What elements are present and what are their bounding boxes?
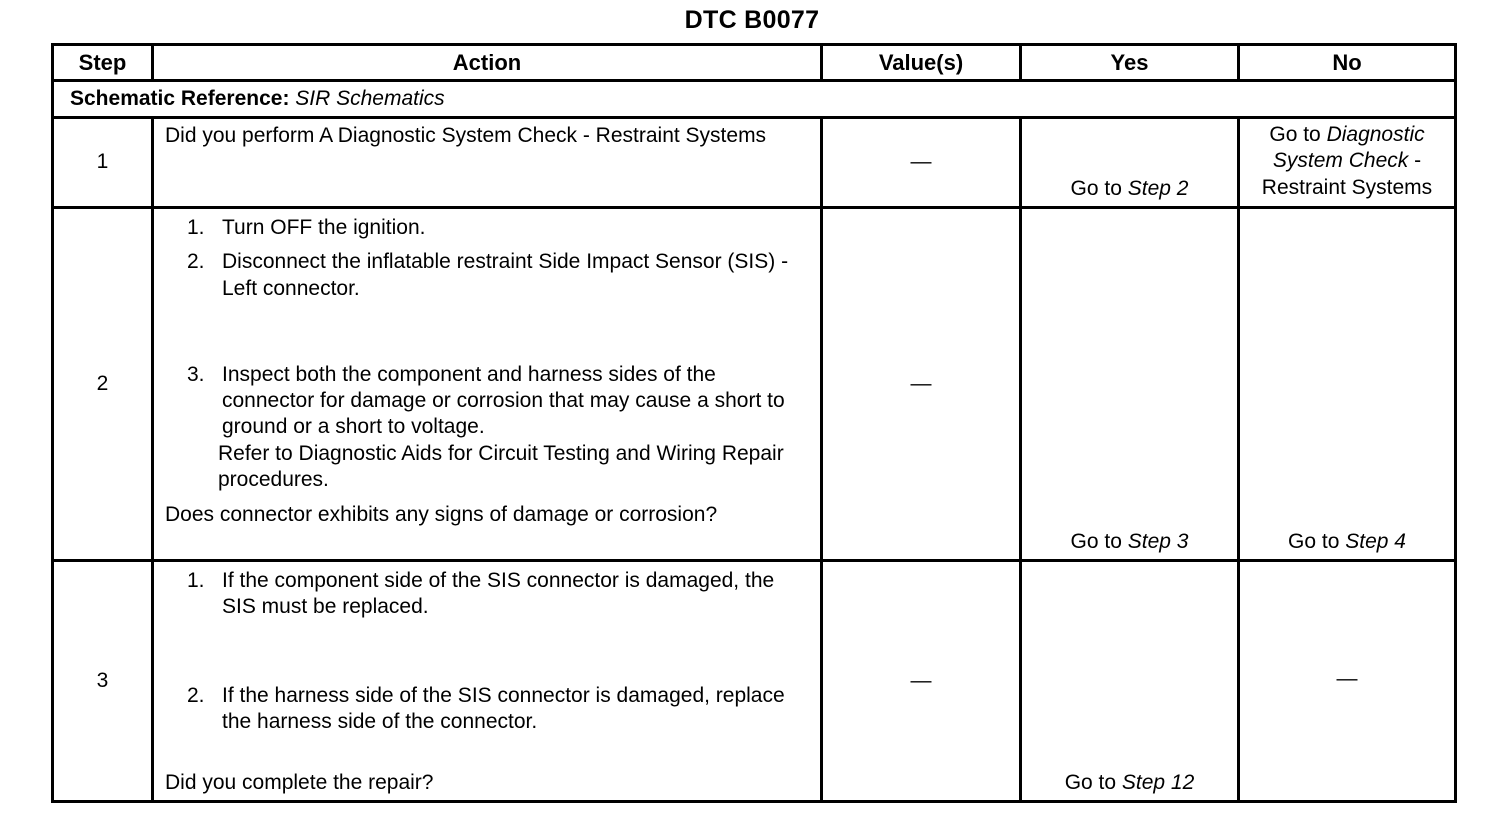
table-row — [53, 118, 1456, 208]
list-item-number: 2. — [187, 250, 205, 274]
reference-note: Refer to Diagnostic Aids for Circuit Testing and Wiring Repair procedures. — [218, 441, 784, 491]
value-cell: — — [822, 118, 1021, 208]
diagnostic-table — [51, 43, 1457, 803]
no-cell: — — [1239, 561, 1456, 802]
action-cell — [153, 118, 822, 208]
schematic-reference-value: SIR Schematics — [295, 86, 445, 110]
no-prefix: Go to — [1269, 123, 1327, 146]
list-item-number: 3. — [187, 362, 205, 386]
yes-prefix: Go to — [1070, 529, 1128, 553]
column-header-step: Step — [53, 45, 153, 81]
yes-prefix: Go to — [1064, 771, 1122, 794]
column-header-yes: Yes — [1021, 45, 1239, 81]
yes-step-link: Step 3 — [1127, 529, 1189, 553]
list-item — [165, 215, 808, 241]
value-cell: — — [822, 208, 1021, 561]
action-text — [165, 124, 766, 147]
list-item-number: 1. — [187, 569, 205, 592]
yes-step-link: Step 12 — [1121, 771, 1195, 794]
column-header-no: No — [1239, 45, 1456, 81]
action-cell — [153, 208, 822, 561]
step-number: 1 — [53, 118, 153, 208]
list-item-text: If the harness side of the SIS connector is damaged, replace the harness side of the connector. — [222, 683, 785, 733]
column-header-values: Value(s) — [822, 45, 1021, 81]
header-row — [53, 45, 1456, 81]
yes-step-link: Step 2 — [1127, 176, 1189, 200]
yes-cell — [1021, 118, 1239, 208]
yes-cell — [1021, 208, 1239, 561]
schematic-reference-row — [53, 81, 1456, 118]
yes-cell — [1021, 561, 1239, 802]
list-item-text: Turn OFF the ignition. — [222, 216, 426, 239]
action-steps-list — [165, 568, 808, 735]
list-item — [165, 568, 808, 621]
action-question: Did you complete the repair? — [165, 771, 434, 794]
action-text-suffix: - Restraint Systems — [577, 124, 767, 147]
list-item — [165, 683, 808, 736]
list-item-number: 2. — [187, 683, 205, 707]
list-item-text: Disconnect the inflatable restraint Side Impact Sensor (SIS) - Left connector. — [222, 250, 789, 300]
list-item-number: 1. — [187, 216, 205, 239]
schematic-reference-label: Schematic Reference: — [70, 86, 290, 110]
column-header-action: Action — [153, 45, 822, 81]
list-item-text: If the component side of the SIS connector is damaged, the SIS must be replaced. — [222, 569, 775, 619]
table-row — [53, 208, 1456, 561]
action-steps-list — [165, 215, 808, 441]
step-number: 2 — [53, 208, 153, 561]
list-item — [165, 362, 808, 441]
document-title: DTC B0077 — [684, 6, 820, 34]
action-text-main: Did you perform A Diagnostic System Check — [165, 124, 578, 147]
schematic-reference — [53, 81, 1456, 118]
no-step-link: Step 4 — [1345, 529, 1406, 553]
action-question: Does connector exhibits any signs of damage or corrosion? — [165, 503, 718, 526]
no-cell — [1239, 208, 1456, 561]
no-suffix: - Restraint Systems — [1261, 149, 1433, 199]
no-step-link: Diagnostic System Check — [1272, 123, 1425, 173]
no-prefix: Go to — [1288, 529, 1346, 553]
list-item — [165, 249, 808, 302]
list-item-text: Inspect both the component and harness sides of the connector for damage or corrosion that may cause a short to ground or a short to voltage. — [222, 362, 785, 439]
action-cell — [153, 561, 822, 802]
value-cell: — — [822, 561, 1021, 802]
yes-prefix: Go to — [1070, 176, 1128, 200]
table-row — [53, 561, 1456, 802]
no-cell — [1239, 118, 1456, 208]
step-number: 3 — [53, 561, 153, 802]
